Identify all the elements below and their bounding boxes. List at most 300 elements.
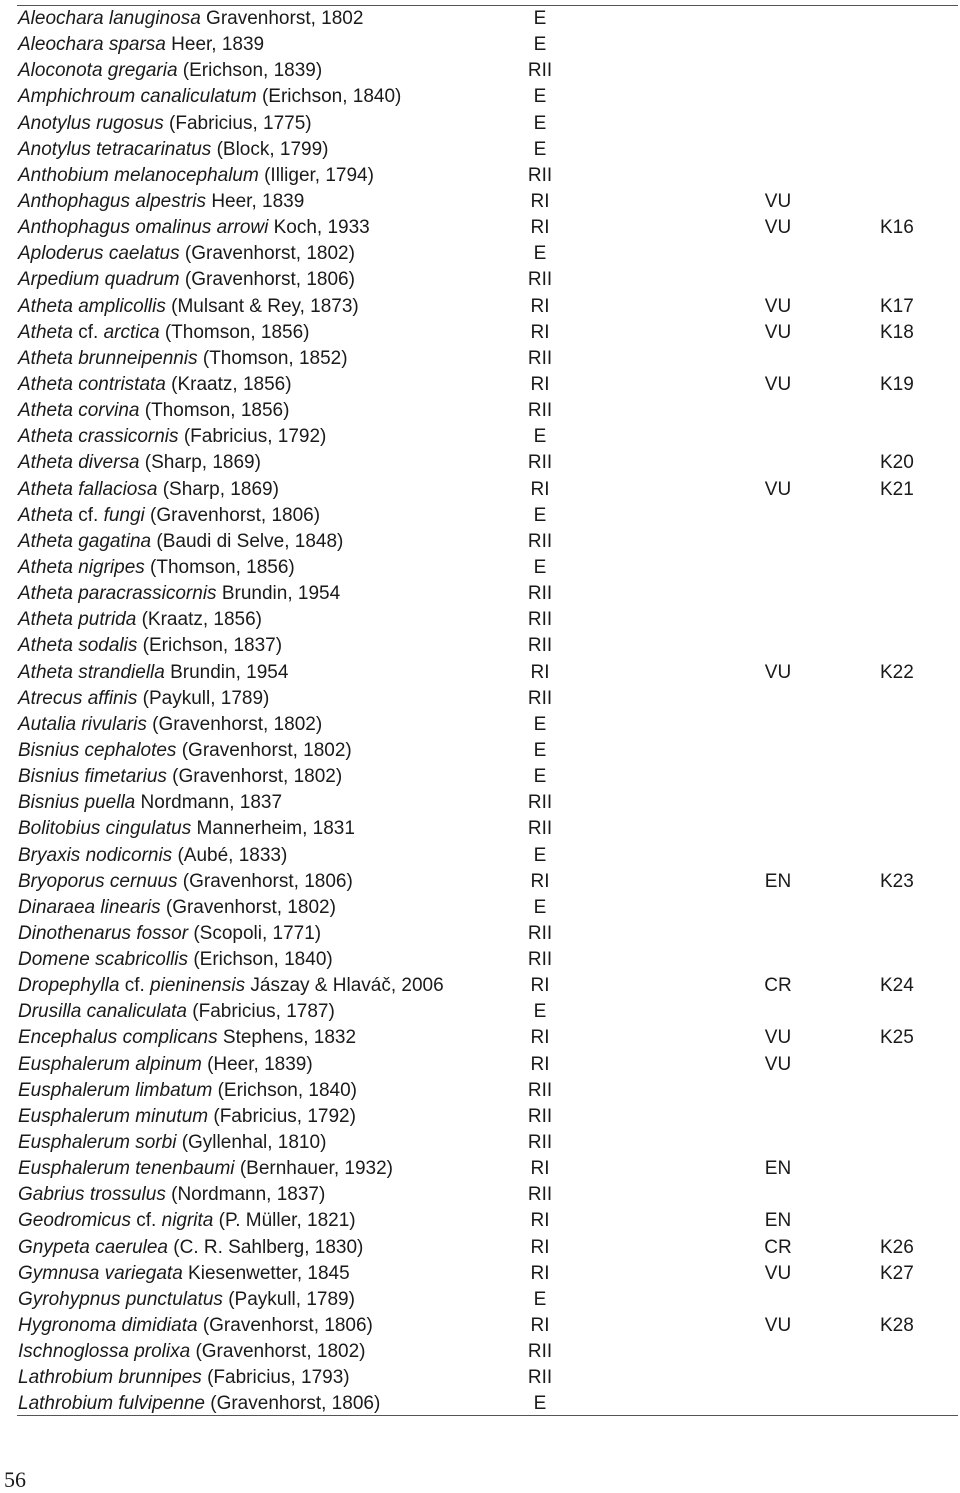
species-epithet: punctulatus [125, 1288, 223, 1310]
species-epithet: cernuus [109, 870, 178, 892]
category-cell: RI [530, 661, 550, 683]
species-epithet: nodicornis [85, 844, 173, 866]
threat-status-cell: VU [764, 217, 792, 239]
threat-status-cell: EN [764, 1210, 792, 1232]
species-name [18, 555, 295, 581]
genus: Gyrohypnus [18, 1288, 121, 1310]
category-cell: RII [527, 269, 553, 291]
species-epithet: tetracarinatus [96, 138, 212, 160]
species-name [18, 6, 363, 32]
table-row [0, 163, 960, 189]
genus: Eusphalerum [18, 1079, 130, 1101]
table-row [0, 1339, 960, 1365]
threat-status-cell: VU [764, 295, 792, 317]
category-cell: RI [530, 1315, 550, 1337]
species-name [18, 895, 336, 921]
genus: Atheta [18, 609, 73, 631]
table-row [0, 816, 960, 842]
category-cell: RI [530, 1053, 550, 1075]
species-epithet: brunnipes [118, 1367, 202, 1389]
threat-status-cell: VU [764, 661, 792, 683]
author: Koch, 1933 [273, 217, 370, 239]
category-cell: RI [530, 1262, 550, 1284]
species-name [18, 320, 310, 346]
category-cell: RII [527, 164, 553, 186]
genus: Gabrius [18, 1184, 85, 1206]
species-name [18, 921, 321, 947]
threat-status-cell: EN [764, 870, 792, 892]
table-row [0, 1104, 960, 1130]
cf-qualifier: cf. [124, 975, 145, 997]
genus: Eusphalerum [18, 1158, 130, 1180]
category-cell: E [533, 1001, 547, 1023]
genus: Aleochara [18, 34, 104, 56]
species-epithet: quadrum [104, 269, 180, 291]
author: (Erichson, 1839) [182, 60, 323, 82]
species-epithet: complicans [122, 1027, 218, 1049]
author: Brundin, 1954 [221, 583, 341, 605]
species-name [18, 869, 353, 895]
author: (Paykull, 1789) [228, 1288, 355, 1310]
category-cell: RI [530, 975, 550, 997]
table-row [0, 450, 960, 476]
category-cell: E [533, 426, 547, 448]
species-name [18, 1156, 393, 1182]
table-row [0, 790, 960, 816]
species-table [0, 6, 960, 1418]
threat-status-cell: VU [764, 478, 792, 500]
genus: Bryoporus [18, 870, 105, 892]
genus: Autalia [18, 713, 77, 735]
species-epithet: alpinum [135, 1053, 202, 1075]
genus: Hygronoma [18, 1315, 117, 1337]
species-epithet: prolixa [134, 1341, 191, 1363]
author: Heer, 1839 [211, 190, 305, 212]
species-epithet: nigripes [78, 556, 145, 578]
category-cell: RII [527, 1105, 553, 1127]
species-epithet: scabricollis [95, 949, 189, 971]
category-cell: RII [527, 1341, 553, 1363]
author: (Erichson, 1840) [261, 86, 402, 108]
author: (Fabricius, 1792) [213, 1105, 356, 1127]
species-name [18, 424, 326, 450]
cf-qualifier: cf. [136, 1210, 157, 1232]
author: (Fabricius, 1787) [192, 1001, 335, 1023]
table-row [0, 1078, 960, 1104]
threat-status-cell: VU [764, 1027, 792, 1049]
author: Stephens, 1832 [222, 1027, 357, 1049]
table-row [0, 1052, 960, 1078]
genus: Atheta [18, 426, 73, 448]
threat-status-cell: CR [764, 975, 792, 997]
note-ref-cell: K18 [880, 321, 914, 343]
author: (Gravenhorst, 1806) [184, 269, 355, 291]
genus: Eusphalerum [18, 1132, 130, 1154]
species-epithet: caelatus [108, 243, 180, 265]
table-row [0, 424, 960, 450]
species-name [18, 843, 287, 869]
author: (C. R. Sahlberg, 1830) [173, 1236, 364, 1258]
author: (Thomson, 1852) [202, 347, 348, 369]
category-cell: RII [527, 347, 553, 369]
species-epithet: alpestris [135, 190, 207, 212]
species-name [18, 346, 348, 372]
table-row [0, 320, 960, 346]
category-cell: RII [527, 400, 553, 422]
genus: Atheta [18, 373, 73, 395]
species-epithet: contristata [78, 373, 166, 395]
species-name [18, 660, 288, 686]
category-cell: RII [527, 1184, 553, 1206]
category-cell: RII [527, 609, 553, 631]
species-name [18, 686, 269, 712]
table-row [0, 1365, 960, 1391]
note-ref-cell: K20 [880, 452, 914, 474]
species-epithet: fimetarius [84, 766, 167, 788]
author: (Gravenhorst, 1802) [165, 896, 336, 918]
author: (Paykull, 1789) [142, 687, 270, 709]
note-ref-cell: K17 [880, 295, 914, 317]
table-row [0, 111, 960, 137]
table-row [0, 999, 960, 1025]
species-epithet: puella [84, 792, 136, 814]
genus: Atheta [18, 321, 73, 343]
threat-status-cell: EN [764, 1158, 792, 1180]
table-row [0, 372, 960, 398]
species-name [18, 1365, 350, 1391]
genus: Dropephylla [18, 975, 120, 997]
author: (Thomson, 1856) [164, 321, 310, 343]
genus: Bisnius [18, 739, 80, 761]
category-cell: RI [530, 321, 550, 343]
genus: Drusilla [18, 1001, 82, 1023]
genus: Bisnius [18, 766, 80, 788]
table-row [0, 346, 960, 372]
table-row [0, 764, 960, 790]
category-cell: E [533, 1393, 547, 1415]
author: (Fabricius, 1793) [207, 1367, 350, 1389]
table-row [0, 6, 960, 32]
table-row [0, 398, 960, 424]
category-cell: RII [527, 1132, 553, 1154]
category-cell: RII [527, 949, 553, 971]
cf-qualifier: cf. [78, 321, 99, 343]
table-row [0, 843, 960, 869]
threat-status-cell: VU [764, 1262, 792, 1284]
species-name [18, 529, 343, 555]
category-cell: RII [527, 530, 553, 552]
genus: Atheta [18, 530, 73, 552]
species-name [18, 137, 329, 163]
table-row [0, 58, 960, 84]
note-ref-cell: K28 [880, 1315, 914, 1337]
species-name [18, 1052, 313, 1078]
author: (Sharp, 1869) [144, 452, 261, 474]
genus: Anthophagus [18, 190, 130, 212]
category-cell: RI [530, 1158, 550, 1180]
species-epithet: rugosus [96, 112, 164, 134]
species-name [18, 816, 355, 842]
species-epithet: sodalis [78, 635, 138, 657]
genus: Anotylus [18, 138, 91, 160]
category-cell: RI [530, 373, 550, 395]
table-row [0, 1182, 960, 1208]
category-cell: E [533, 138, 547, 160]
table-row [0, 137, 960, 163]
species-name [18, 477, 279, 503]
genus: Gnypeta [18, 1236, 90, 1258]
table-row [0, 738, 960, 764]
threat-status-cell: VU [764, 373, 792, 395]
table-row [0, 1156, 960, 1182]
table-row [0, 529, 960, 555]
genus: Anthobium [18, 164, 109, 186]
species-epithet: pieninensis [150, 975, 246, 997]
species-name [18, 790, 282, 816]
species-epithet: corvina [78, 400, 140, 422]
category-cell: RI [530, 1210, 550, 1232]
species-epithet: arctica [103, 321, 160, 343]
note-ref-cell: K24 [880, 975, 914, 997]
genus: Aleochara [18, 8, 104, 29]
author: Heer, 1839 [171, 34, 265, 56]
species-epithet: nigrita [161, 1210, 214, 1232]
species-name [18, 1313, 373, 1339]
species-epithet: trossulus [89, 1184, 166, 1206]
species-epithet: rivularis [81, 713, 147, 735]
author: Brundin, 1954 [170, 661, 289, 683]
category-cell: RI [530, 295, 550, 317]
table-row [0, 215, 960, 241]
author: Nordmann, 1837 [140, 792, 283, 814]
genus: Atheta [18, 295, 73, 317]
category-cell: RI [530, 1236, 550, 1258]
author: (Bernhauer, 1932) [239, 1158, 393, 1180]
author: (Mulsant & Rey, 1873) [171, 295, 359, 317]
category-cell: RII [527, 452, 553, 474]
table-bottom-rule [17, 1415, 958, 1416]
species-epithet: limbatum [135, 1079, 213, 1101]
table-row [0, 921, 960, 947]
table-row [0, 189, 960, 215]
species-name [18, 450, 261, 476]
species-epithet: putrida [78, 609, 137, 631]
table-row [0, 712, 960, 738]
author: (Baudi di Selve, 1848) [156, 530, 344, 552]
species-name [18, 1235, 363, 1261]
author: Gravenhorst, 1802 [206, 8, 364, 29]
species-name [18, 1104, 356, 1130]
note-ref-cell: K21 [880, 478, 914, 500]
category-cell: RII [527, 60, 553, 82]
table-row [0, 32, 960, 58]
genus: Atheta [18, 635, 73, 657]
table-row [0, 555, 960, 581]
genus: Eusphalerum [18, 1105, 130, 1127]
category-cell: RI [530, 190, 550, 212]
category-cell: E [533, 243, 547, 265]
author: (Gravenhorst, 1802) [181, 739, 352, 761]
author: (Block, 1799) [216, 138, 329, 160]
author: (Gravenhorst, 1806) [182, 870, 353, 892]
author: (Fabricius, 1775) [169, 112, 312, 134]
table-row [0, 1391, 960, 1417]
genus: Atheta [18, 504, 73, 526]
species-name [18, 712, 322, 738]
species-name [18, 398, 289, 424]
category-cell: RI [530, 1027, 550, 1049]
category-cell: RII [527, 818, 553, 840]
category-cell: E [533, 504, 547, 526]
genus: Aloconota [18, 60, 103, 82]
species-name [18, 294, 359, 320]
species-name [18, 1391, 380, 1417]
species-epithet: paracrassicornis [78, 583, 217, 605]
species-name [18, 947, 333, 973]
table-row [0, 581, 960, 607]
note-ref-cell: K19 [880, 373, 914, 395]
species-epithet: caerulea [95, 1236, 168, 1258]
threat-status-cell: VU [764, 321, 792, 343]
species-epithet: strandiella [78, 661, 165, 683]
species-epithet: gagatina [78, 530, 152, 552]
species-name [18, 215, 370, 241]
species-epithet: variegata [104, 1262, 183, 1284]
table-row [0, 947, 960, 973]
author: (P. Müller, 1821) [218, 1210, 356, 1232]
table-row [0, 1313, 960, 1339]
species-name [18, 1339, 365, 1365]
author: (Erichson, 1840) [217, 1079, 357, 1101]
category-cell: E [533, 8, 547, 29]
species-name [18, 738, 352, 764]
genus: Atheta [18, 661, 73, 683]
species-name [18, 58, 322, 84]
genus: Atheta [18, 478, 73, 500]
author: (Sharp, 1869) [162, 478, 279, 500]
author: (Aubé, 1833) [177, 844, 288, 866]
author: (Gravenhorst, 1806) [202, 1315, 373, 1337]
table-row [0, 895, 960, 921]
genus: Atheta [18, 347, 73, 369]
category-cell: E [533, 112, 547, 134]
note-ref-cell: K25 [880, 1027, 914, 1049]
author: Jászay & Hlaváč, 2006 [250, 975, 444, 997]
species-name [18, 32, 264, 58]
author: (Scopoli, 1771) [193, 922, 322, 944]
species-epithet: cephalotes [84, 739, 177, 761]
table-row [0, 1208, 960, 1234]
author: (Erichson, 1837) [142, 635, 283, 657]
genus: Amphichroum [18, 86, 136, 108]
note-ref-cell: K26 [880, 1236, 914, 1258]
species-name [18, 1208, 356, 1234]
category-cell: RII [527, 687, 553, 709]
category-cell: E [533, 34, 547, 56]
author: Kiesenwetter, 1845 [188, 1262, 350, 1284]
category-cell: RII [527, 1079, 553, 1101]
threat-status-cell: VU [764, 1315, 792, 1337]
category-cell: E [533, 844, 547, 866]
author: (Fabricius, 1792) [183, 426, 327, 448]
author: (Thomson, 1856) [144, 400, 290, 422]
species-name [18, 633, 282, 659]
note-ref-cell: K16 [880, 217, 914, 239]
genus: Eusphalerum [18, 1053, 130, 1075]
category-cell: E [533, 1288, 547, 1310]
genus: Arpedium [18, 269, 100, 291]
table-row [0, 267, 960, 293]
species-epithet: fallaciosa [78, 478, 158, 500]
species-name [18, 163, 374, 189]
author: (Nordmann, 1837) [171, 1184, 326, 1206]
table-row [0, 660, 960, 686]
author: (Gravenhorst, 1802) [184, 243, 355, 265]
genus: Anthophagus [18, 217, 130, 239]
species-name [18, 241, 355, 267]
author: (Gravenhorst, 1802) [152, 713, 323, 735]
genus: Lathrobium [18, 1393, 114, 1415]
species-epithet: canaliculata [86, 1001, 187, 1023]
genus: Geodromicus [18, 1210, 131, 1232]
species-name [18, 1182, 325, 1208]
species-name [18, 581, 340, 607]
table-row [0, 973, 960, 999]
table-row [0, 241, 960, 267]
category-cell: E [533, 713, 547, 735]
species-name [18, 372, 292, 398]
species-epithet: crassicornis [78, 426, 179, 448]
page-number: 56 [4, 1467, 26, 1492]
species-epithet: gregaria [107, 60, 178, 82]
table-row [0, 1025, 960, 1051]
genus: Atheta [18, 400, 73, 422]
species-name [18, 1025, 356, 1051]
category-cell: E [533, 766, 547, 788]
species-epithet: fungi [103, 504, 145, 526]
genus: Lathrobium [18, 1367, 114, 1389]
genus: Atheta [18, 452, 73, 474]
author: (Gravenhorst, 1806) [150, 504, 321, 526]
table-row [0, 869, 960, 895]
genus: Encephalus [18, 1027, 118, 1049]
species-name [18, 189, 304, 215]
genus: Bisnius [18, 792, 80, 814]
category-cell: RII [527, 792, 553, 814]
threat-status-cell: VU [764, 1053, 792, 1075]
threat-status-cell: CR [764, 1236, 792, 1258]
species-name [18, 111, 312, 137]
category-cell: RI [530, 478, 550, 500]
species-epithet: lanuginosa [108, 8, 201, 29]
category-cell: E [533, 86, 547, 108]
table-row [0, 1235, 960, 1261]
author: (Gravenhorst, 1802) [172, 766, 343, 788]
threat-status-cell: VU [764, 190, 792, 212]
table-row [0, 84, 960, 110]
table-row [0, 607, 960, 633]
category-cell: RI [530, 870, 550, 892]
table-row [0, 294, 960, 320]
species-name [18, 267, 355, 293]
genus: Aploderus [18, 243, 104, 265]
table-row [0, 503, 960, 529]
species-name [18, 764, 342, 790]
table-row [0, 1130, 960, 1156]
table-row [0, 477, 960, 503]
author: (Gravenhorst, 1806) [210, 1393, 381, 1415]
genus: Anotylus [18, 112, 91, 134]
